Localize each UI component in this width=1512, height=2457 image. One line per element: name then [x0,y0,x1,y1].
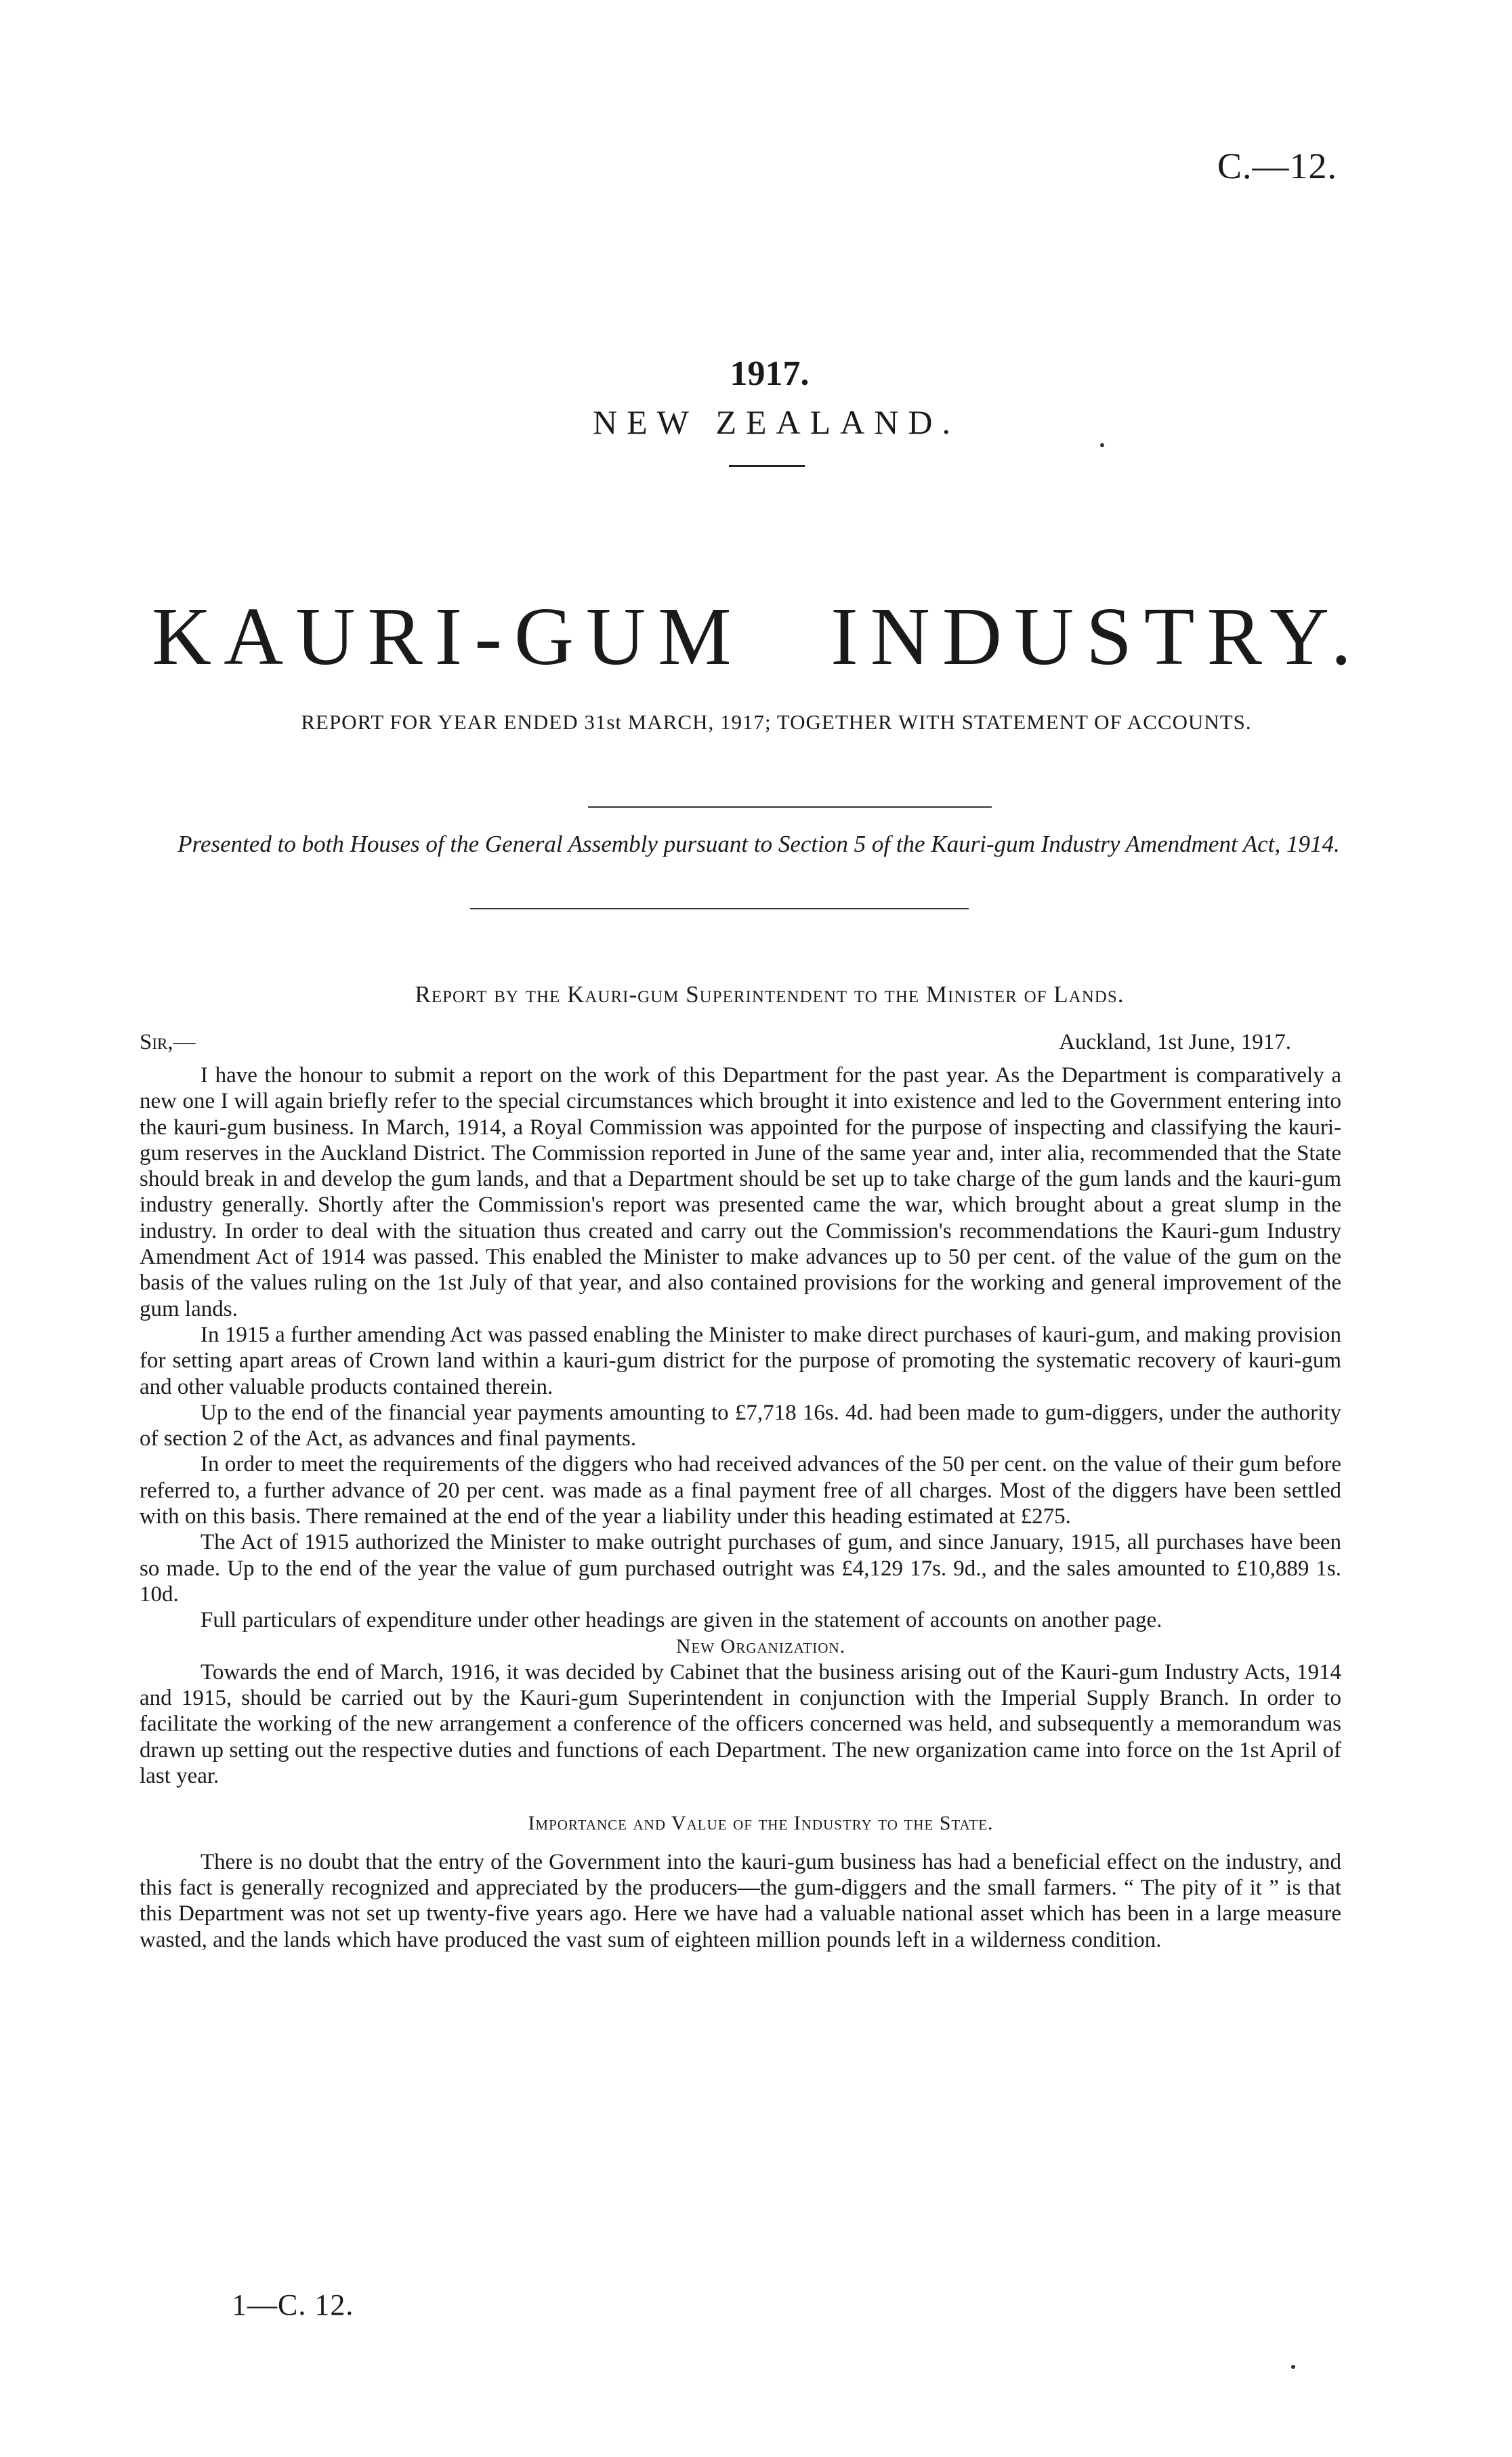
paragraph: In order to meet the requirements of the diggers who had received advances of the 50 per cent. on the value of their gum before referred to, a further advance of 20 per cent. was made as a final payment free of all charges. Most of the diggers have been settled with on this basis. There remained at the end of the year a liability under this heading estimated at £275. [140,1452,1341,1529]
place-date: Auckland, 1st June, 1917. [1059,1030,1291,1054]
page-reference: 1—C. 12. [232,2288,354,2321]
paragraph: The Act of 1915 authorized the Minister to make outright purchases of gum, and since January, 1915, all purchases have been so made. Up to the end of the year the value of gum purchased outright was £4,129 17s. 9d., and the sales amounted to £10,889 1s. 10d. [140,1530,1341,1607]
report-heading: Report by the Kauri-gum Superintendent to the Minister of Lands. [415,981,1125,1008]
paragraph: I have the honour to submit a report on the work of this Department for the past year. As the Department is comparatively a new one I will again briefly refer to the special circumstances which brought it into existence and led to the Government entering into the kauri-gum business. In March, 1914, a Royal Commission was appointed for the purpose of inspecting and classifying the kauri-gum reserves in the Auckland District. The Commission reported in June of the same year and, inter alia, recommended that the State should break in and develop the gum lands, and that a Department should be set up to take charge of the gum lands and the kauri-gum industry generally. Shortly after the Commission's report was presented came the war, which brought about a great slump in the industry. In order to deal with the situation thus created and carry out the Commission's recommendations the Kauri-gum Industry Amendment Act of 1914 was passed. This enabled the Minister to make advances up to 50 per cent. of the value of the gum on the basis of the values ruling on the 1st July of that year, and also contained provisions for the working and general improvement of the gum lands. [140,1063,1341,1321]
section-heading-new-organization: New Organization. [675,1634,846,1657]
divider-short [729,465,805,467]
divider-upper [588,806,992,808]
paragraph: There is no doubt that the entry of the Government into the kauri-gum business has had a beneficial effect on the industry, and this fact is generally recognized and appreciated by the producers—the gum-diggers and the small farmers. “ The pity of it ” is that this Department was not set up twenty-five years ago. Here we have had a valuable national asset which has been in a large measure wasted, and the lands which have produced the vast sum of eighteen million pounds left in a wilderness condition. [140,1849,1341,1952]
report-body [140,1062,1341,1953]
section-heading-importance: Importance and Value of the Industry to the State. [528,1812,994,1835]
paragraph: Up to the end of the financial year payments amounting to £7,718 16s. 4d. had been made to gum-diggers, under the authority of section 2 of the Act, as advances and final payments. [140,1400,1341,1451]
divider-lower [470,908,969,909]
print-speck [1100,443,1104,447]
paragraph: In 1915 a further amending Act was passed enabling the Minister to make direct purchases of kauri-gum, and making provision for setting apart areas of Crown land within a kauri-gum district for the purpose of promoting the systematic recovery of kauri-gum and other valuable products contained therein. [140,1322,1341,1399]
salutation: Sir,— [140,1030,196,1054]
country-heading: NEW ZEALAND. [593,403,960,441]
document-reference: C.—12. [1217,146,1337,186]
print-speck [1291,2365,1295,2369]
main-title: KAURI-GUM INDUSTRY. [152,591,1364,682]
presentation-note: Presented to both Houses of the General Assembly pursuant to Section 5 of the Kauri-gum Industry Amendment Act, 1914. [177,831,1340,857]
report-subtitle: REPORT FOR YEAR ENDED 31st MARCH, 1917; TOGETHER WITH STATEMENT OF ACCOUNTS. [301,710,1252,734]
paragraph: Full particulars of expenditure under other headings are given in the statement of accounts on another page. [201,1608,1162,1633]
publication-year: 1917. [730,354,810,393]
paragraph: Towards the end of March, 1916, it was decided by Cabinet that the business arising out of the Kauri-gum Industry Acts, 1914 and 1915, should be carried out by the Kauri-gum Superintendent in conjunction with the Imperial Supply Branch. In order to facilitate the working of the new arrangement a conference of the officers concerned was held, and subsequently a memorandum was drawn up setting out the respective duties and functions of each Department. The new organization came into force on the 1st April of last year. [140,1659,1341,1789]
